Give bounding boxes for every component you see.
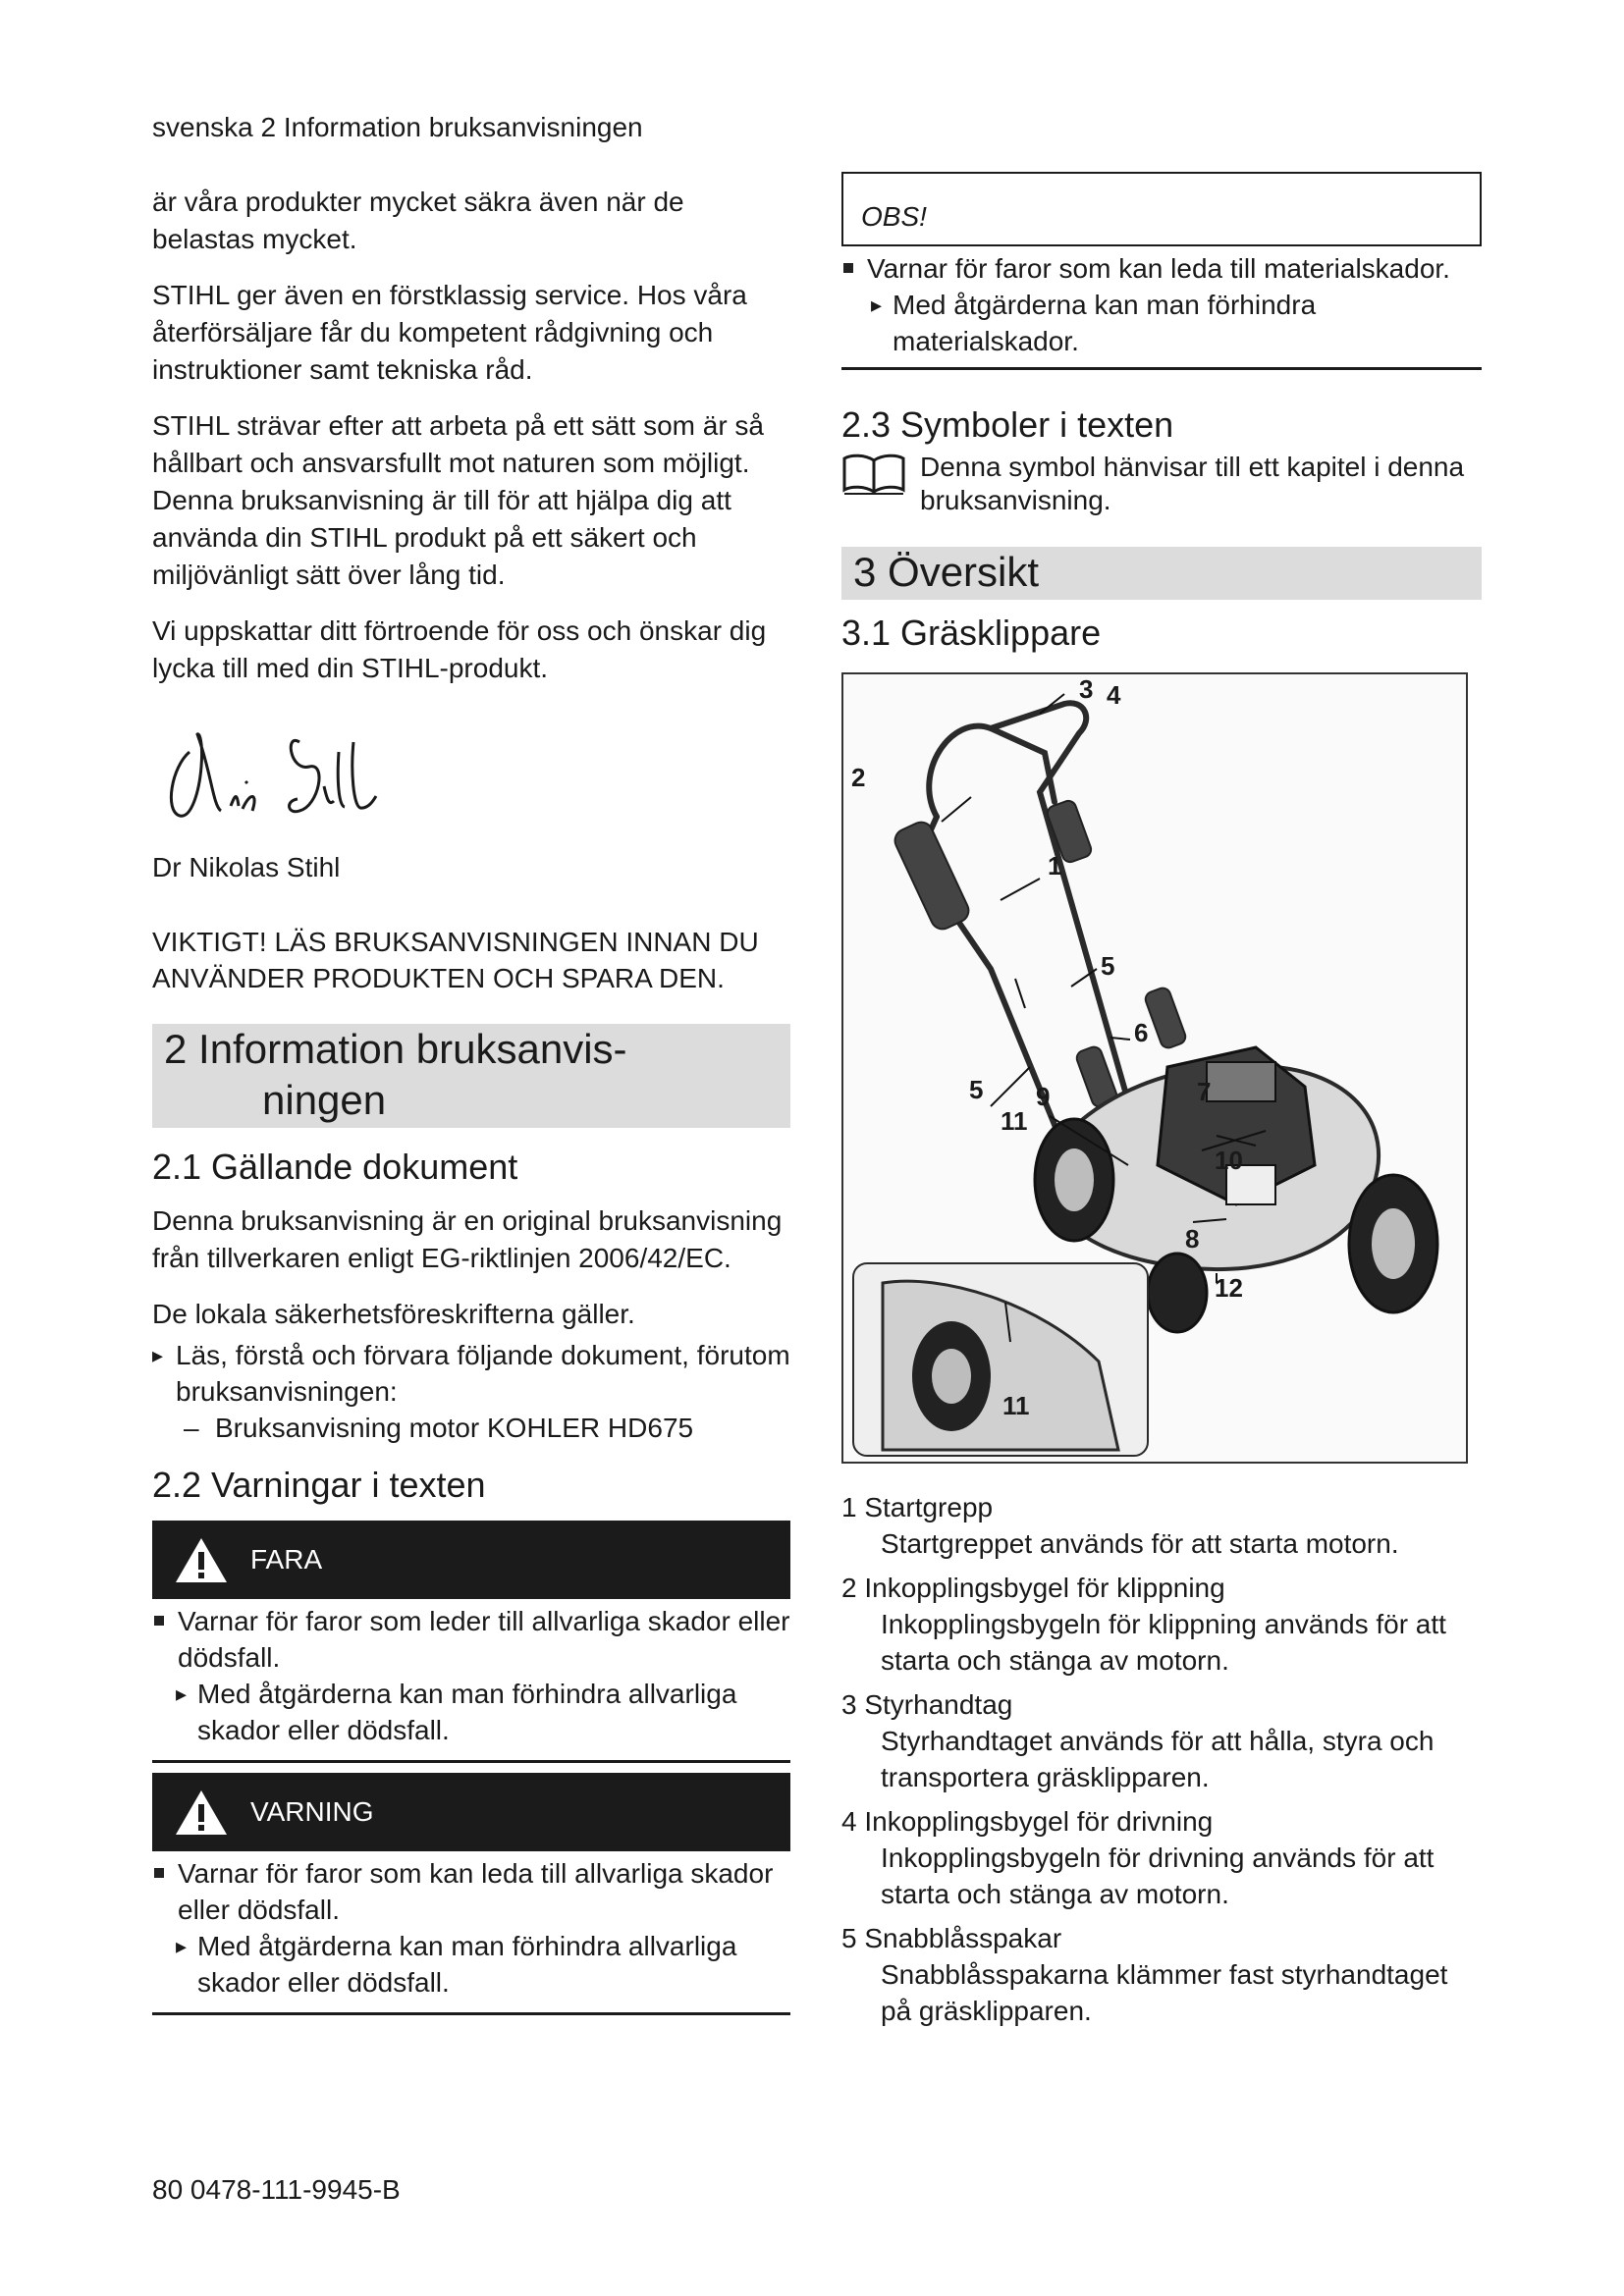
varning-action: ▸ Med åtgärderna kan man förhindra allvarliga skador eller dödsfall.: [176, 1928, 790, 2001]
section-2-heading-line1: 2 Information bruksanvis-: [164, 1026, 627, 1072]
intro-paragraph: STIHL ger även en förstklassig service. Hos våra återförsäljare får du kompetent rådgivning och instruktioner samt tekniska råd.: [152, 280, 747, 385]
callout-7: 7: [1197, 1077, 1212, 1106]
parts-list: [841, 1489, 1482, 2029]
section-2-heading: [152, 1024, 790, 1128]
varning-bar: [152, 1773, 790, 1851]
fara-bar: [152, 1521, 790, 1599]
callout-5: 5: [1101, 951, 1115, 981]
action-item: ▸ Läs, förstå och förvara följande dokument, förutom bruksanvisningen:: [152, 1337, 790, 1410]
varning-label: VARNING: [250, 1796, 374, 1827]
part-desc: Inkopplingsbygeln för drivning används för att starta och stänga av motorn.: [881, 1842, 1435, 1909]
lawnmower-figure: [841, 672, 1468, 1464]
heading-2-3: 2.3 Symboler i texten: [841, 404, 1174, 445]
fara-warning: Varnar för faror som leder till allvarliga skador eller dödsfall.: [152, 1603, 790, 1676]
callout-3: 3: [1079, 674, 1094, 704]
part-item: [841, 1803, 1482, 1912]
varning-body: [152, 1855, 790, 2015]
fara-body: [152, 1603, 790, 1763]
document-item: – Bruksanvisning motor KOHLER HD675: [152, 1410, 790, 1446]
s2-1-paragraph: De lokala säkerhetsföreskrifterna gäller.: [152, 1299, 635, 1329]
part-title: 4 Inkopplingsbygel för drivning: [841, 1806, 1214, 1837]
right-column: [841, 172, 1482, 2037]
callout-12: 12: [1215, 1273, 1243, 1303]
callout-9: 9: [1036, 1082, 1051, 1111]
obs-body: [841, 250, 1482, 370]
section-3-heading: 3 Översikt: [841, 547, 1482, 600]
symbol-row: [841, 451, 1482, 517]
s2-1-paragraph: Denna bruksanvisning är en original bruksanvisning från tillverkaren enligt EG-riktlinjen 2006/42/EC.: [152, 1205, 783, 1273]
part-desc: Startgreppet används för att starta motorn.: [881, 1528, 1399, 1559]
heading-3-1: 3.1 Gräsklippare: [841, 613, 1102, 653]
important-notice: VIKTIGT! LÄS BRUKSANVISNINGEN INNAN DU ANVÄNDER PRODUKTEN OCH SPARA DEN.: [152, 927, 759, 993]
heading-2-1: 2.1 Gällande dokument: [152, 1147, 518, 1187]
obs-action: ▸ Med åtgärderna kan man förhindra materialskador.: [871, 287, 1482, 359]
fara-action: ▸ Med åtgärderna kan man förhindra allvarliga skador eller dödsfall.: [176, 1676, 790, 1748]
part-item: [841, 1570, 1482, 1679]
varning-warning: Varnar för faror som kan leda till allvarliga skador eller dödsfall.: [152, 1855, 790, 1928]
heading-2-2: 2.2 Varningar i texten: [152, 1465, 486, 1505]
callout-1: 1: [1048, 851, 1062, 881]
section-2-heading-line2: ningen: [262, 1077, 387, 1123]
fara-label: FARA: [250, 1544, 323, 1575]
part-desc: Inkopplingsbygeln för klippning används för att starta och stänga av motorn.: [881, 1609, 1446, 1676]
part-desc: Snabblåsspakarna klämmer fast styrhandtaget på gräsklipparen.: [881, 1959, 1448, 2026]
warning-triangle-icon: [174, 1535, 229, 1584]
obs-warning: Varnar för faror som kan leda till materialskador.: [841, 250, 1482, 287]
callout-6: 6: [1134, 1018, 1149, 1047]
callout-10: 10: [1215, 1146, 1243, 1175]
signature-image: [152, 713, 407, 835]
callout-8: 8: [1185, 1224, 1200, 1254]
obs-box: [841, 172, 1482, 246]
left-column: [152, 184, 790, 2025]
lawnmower-illustration: [843, 674, 1468, 1464]
callout-11: 11: [1001, 1106, 1028, 1136]
book-icon: [841, 453, 906, 496]
part-title: 2 Inkopplingsbygel för klippning: [841, 1573, 1225, 1603]
callout-5: 5: [969, 1075, 984, 1104]
part-item: [841, 1920, 1482, 2029]
part-title: 5 Snabblåsspakar: [841, 1923, 1062, 1953]
intro-paragraph: är våra produkter mycket säkra även när de belastas mycket.: [152, 187, 684, 254]
callout-11: 11: [1002, 1391, 1030, 1420]
part-title: 3 Styrhandtag: [841, 1689, 1013, 1720]
symbol-text: Denna symbol hänvisar till ett kapitel i denna bruksanvisning.: [920, 452, 1465, 515]
footer-doc-number: 80 0478-111-9945-B: [152, 2174, 401, 2205]
intro-paragraph: Vi uppskattar ditt förtroende för oss och önskar dig lycka till med din STIHL-produkt.: [152, 615, 767, 683]
intro-paragraph: STIHL strävar efter att arbeta på ett sätt som är så hållbart och ansvarsfullt mot naturen som möjligt. Denna bruksanvisning är till för att hjälpa dig att använda din STIHL produkt på ett säkert och miljövänligt sätt över lång tid.: [152, 410, 764, 590]
warning-triangle-icon: [174, 1788, 229, 1837]
part-title: 1 Startgrepp: [841, 1492, 994, 1522]
part-item: [841, 1489, 1482, 1562]
part-desc: Styrhandtaget används för att hålla, styra och transportera gräsklipparen.: [881, 1726, 1435, 1792]
part-item: [841, 1686, 1482, 1795]
callout-2: 2: [851, 763, 866, 792]
signature-name: Dr Nikolas Stihl: [152, 852, 341, 882]
obs-label: OBS!: [861, 201, 927, 232]
running-head: svenska 2 Information bruksanvisningen: [152, 112, 643, 142]
callout-4: 4: [1107, 680, 1121, 710]
